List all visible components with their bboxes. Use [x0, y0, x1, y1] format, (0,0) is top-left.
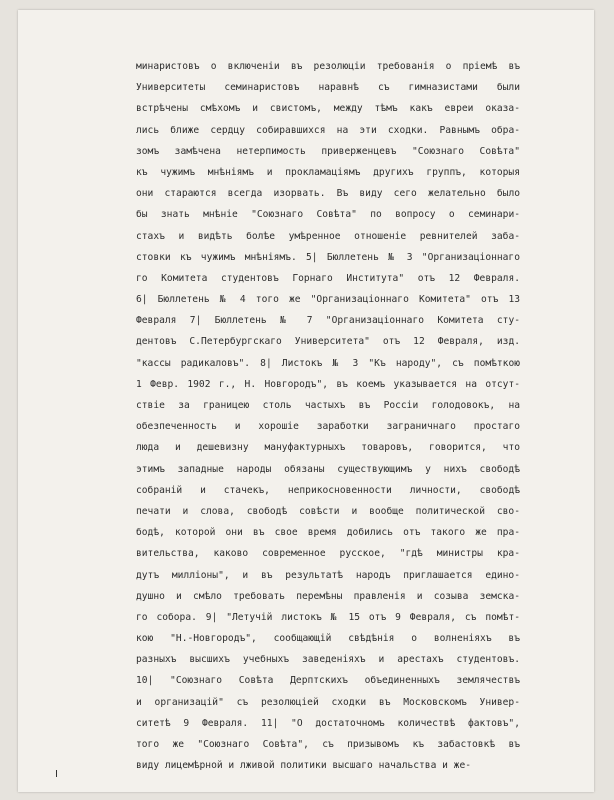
text-line: люда и дешевизну мануфактурныхъ товаровъ, говорится, что: [136, 442, 520, 454]
text-line: обезпеченность и хорошіе заработки заграничнаго простаго: [136, 421, 520, 433]
text-line: минаристовъ о включеніи въ резолюціи требованія о пріемѣ въ: [136, 61, 520, 72]
text-line: виду лицемѣрной и лживой политики высшаго начальства и же-: [136, 760, 472, 772]
text-line: разныхъ высшихъ учебныхъ заведеніяхъ и арестахъ студентовъ.: [136, 654, 520, 666]
text-line: стахъ и видѣть болѣе умѣренное отношеніе ревнителей заба-: [136, 230, 520, 242]
text-line: встрѣчены смѣхомъ и свистомъ, между тѣмъ какъ евреи оказа-: [136, 103, 520, 115]
document-page: [18, 10, 594, 792]
text-line: 10| "Союзнаго Совѣта Дерптскихъ объединенныхъ землячествъ: [136, 675, 520, 687]
text-line: печати и слова, свободѣ совѣсти и вообще политической сво-: [136, 505, 520, 517]
text-line: ствіе за границею столь частыхъ въ Россіи голодовокъ, на: [136, 400, 520, 411]
text-line: 1 Февр. 1902 г., Н. Новгородъ", въ коемъ указывается на отсут-: [136, 378, 520, 390]
text-line: къ чужимъ мнѣніямъ и прокламаціямъ другихъ группъ, которыя: [136, 166, 520, 178]
text-line: лись ближе сердцу собиравшихся на эти сходки. Равнымъ обра-: [136, 124, 520, 136]
margin-mark: [56, 770, 57, 777]
text-line: того же "Союзнаго Совѣта", съ призывомъ къ забастовкѣ въ: [136, 739, 520, 750]
text-line: "кассы радикаловъ". 8| Листокъ № 3 "Къ народу", съ помѣткою: [136, 357, 520, 369]
text-line: стовки къ чужимъ мнѣніямъ. 5| Бюллетень № 3 "Организаціоннаго: [136, 251, 520, 263]
text-line: Февраля 7| Бюллетень № 7 "Организаціоннаго Комитета сту-: [136, 315, 520, 327]
text-line: и организацій" съ резолюціей сходки въ Московскомъ Универ-: [136, 696, 520, 708]
text-line: собраній и стачекъ, неприкосновенности личности, свободѣ: [136, 484, 520, 496]
text-line: го Комитета студентовъ Горнаго Института" отъ 12 Февраля.: [136, 272, 520, 284]
text-line: бы знать мнѣніе "Союзнаго Совѣта" по вопросу о семинари-: [136, 209, 520, 221]
text-line: они стараются всегда изорвать. Въ виду сего желательно было: [136, 188, 520, 200]
text-line: дутъ милліоны", и въ результатѣ народъ приглашается едино-: [136, 569, 520, 581]
text-line: го собора. 9| "Летучій листокъ № 15 отъ 9 Февраля, съ помѣт-: [136, 611, 520, 623]
text-line: дентовъ С.Петербургскаго Университета" отъ 12 Февраля, изд.: [136, 336, 520, 348]
text-line: кою "Н.-Новгородъ", сообщающій свѣдѣнія о волненіяхъ въ: [136, 633, 520, 645]
text-line: душно и смѣло требовать перемѣны правленія и созыва земска-: [136, 590, 520, 602]
text-line: зомъ замѣчена нетерпимость приверженцевъ "Союзнаго Совѣта": [136, 145, 520, 157]
text-line: 6| Бюллетень № 4 того же "Организаціоннаго Комитета" отъ 13: [136, 294, 520, 306]
typewritten-text-block: [136, 56, 520, 776]
text-line: ситетѣ 9 Февраля. 11| "О достаточномъ количествѣ фактовъ",: [136, 717, 520, 729]
text-line: Университеты семинаристовъ наравнѣ съ гимназистами были: [136, 82, 520, 94]
text-line: бодѣ, которой они въ свое время добились отъ такого же пра-: [136, 527, 520, 539]
text-line: этимъ западные народы обязаны существующимъ у нихъ свободѣ: [136, 463, 520, 475]
text-line: вительства, каково современное русское, "гдѣ министры кра-: [136, 548, 520, 560]
